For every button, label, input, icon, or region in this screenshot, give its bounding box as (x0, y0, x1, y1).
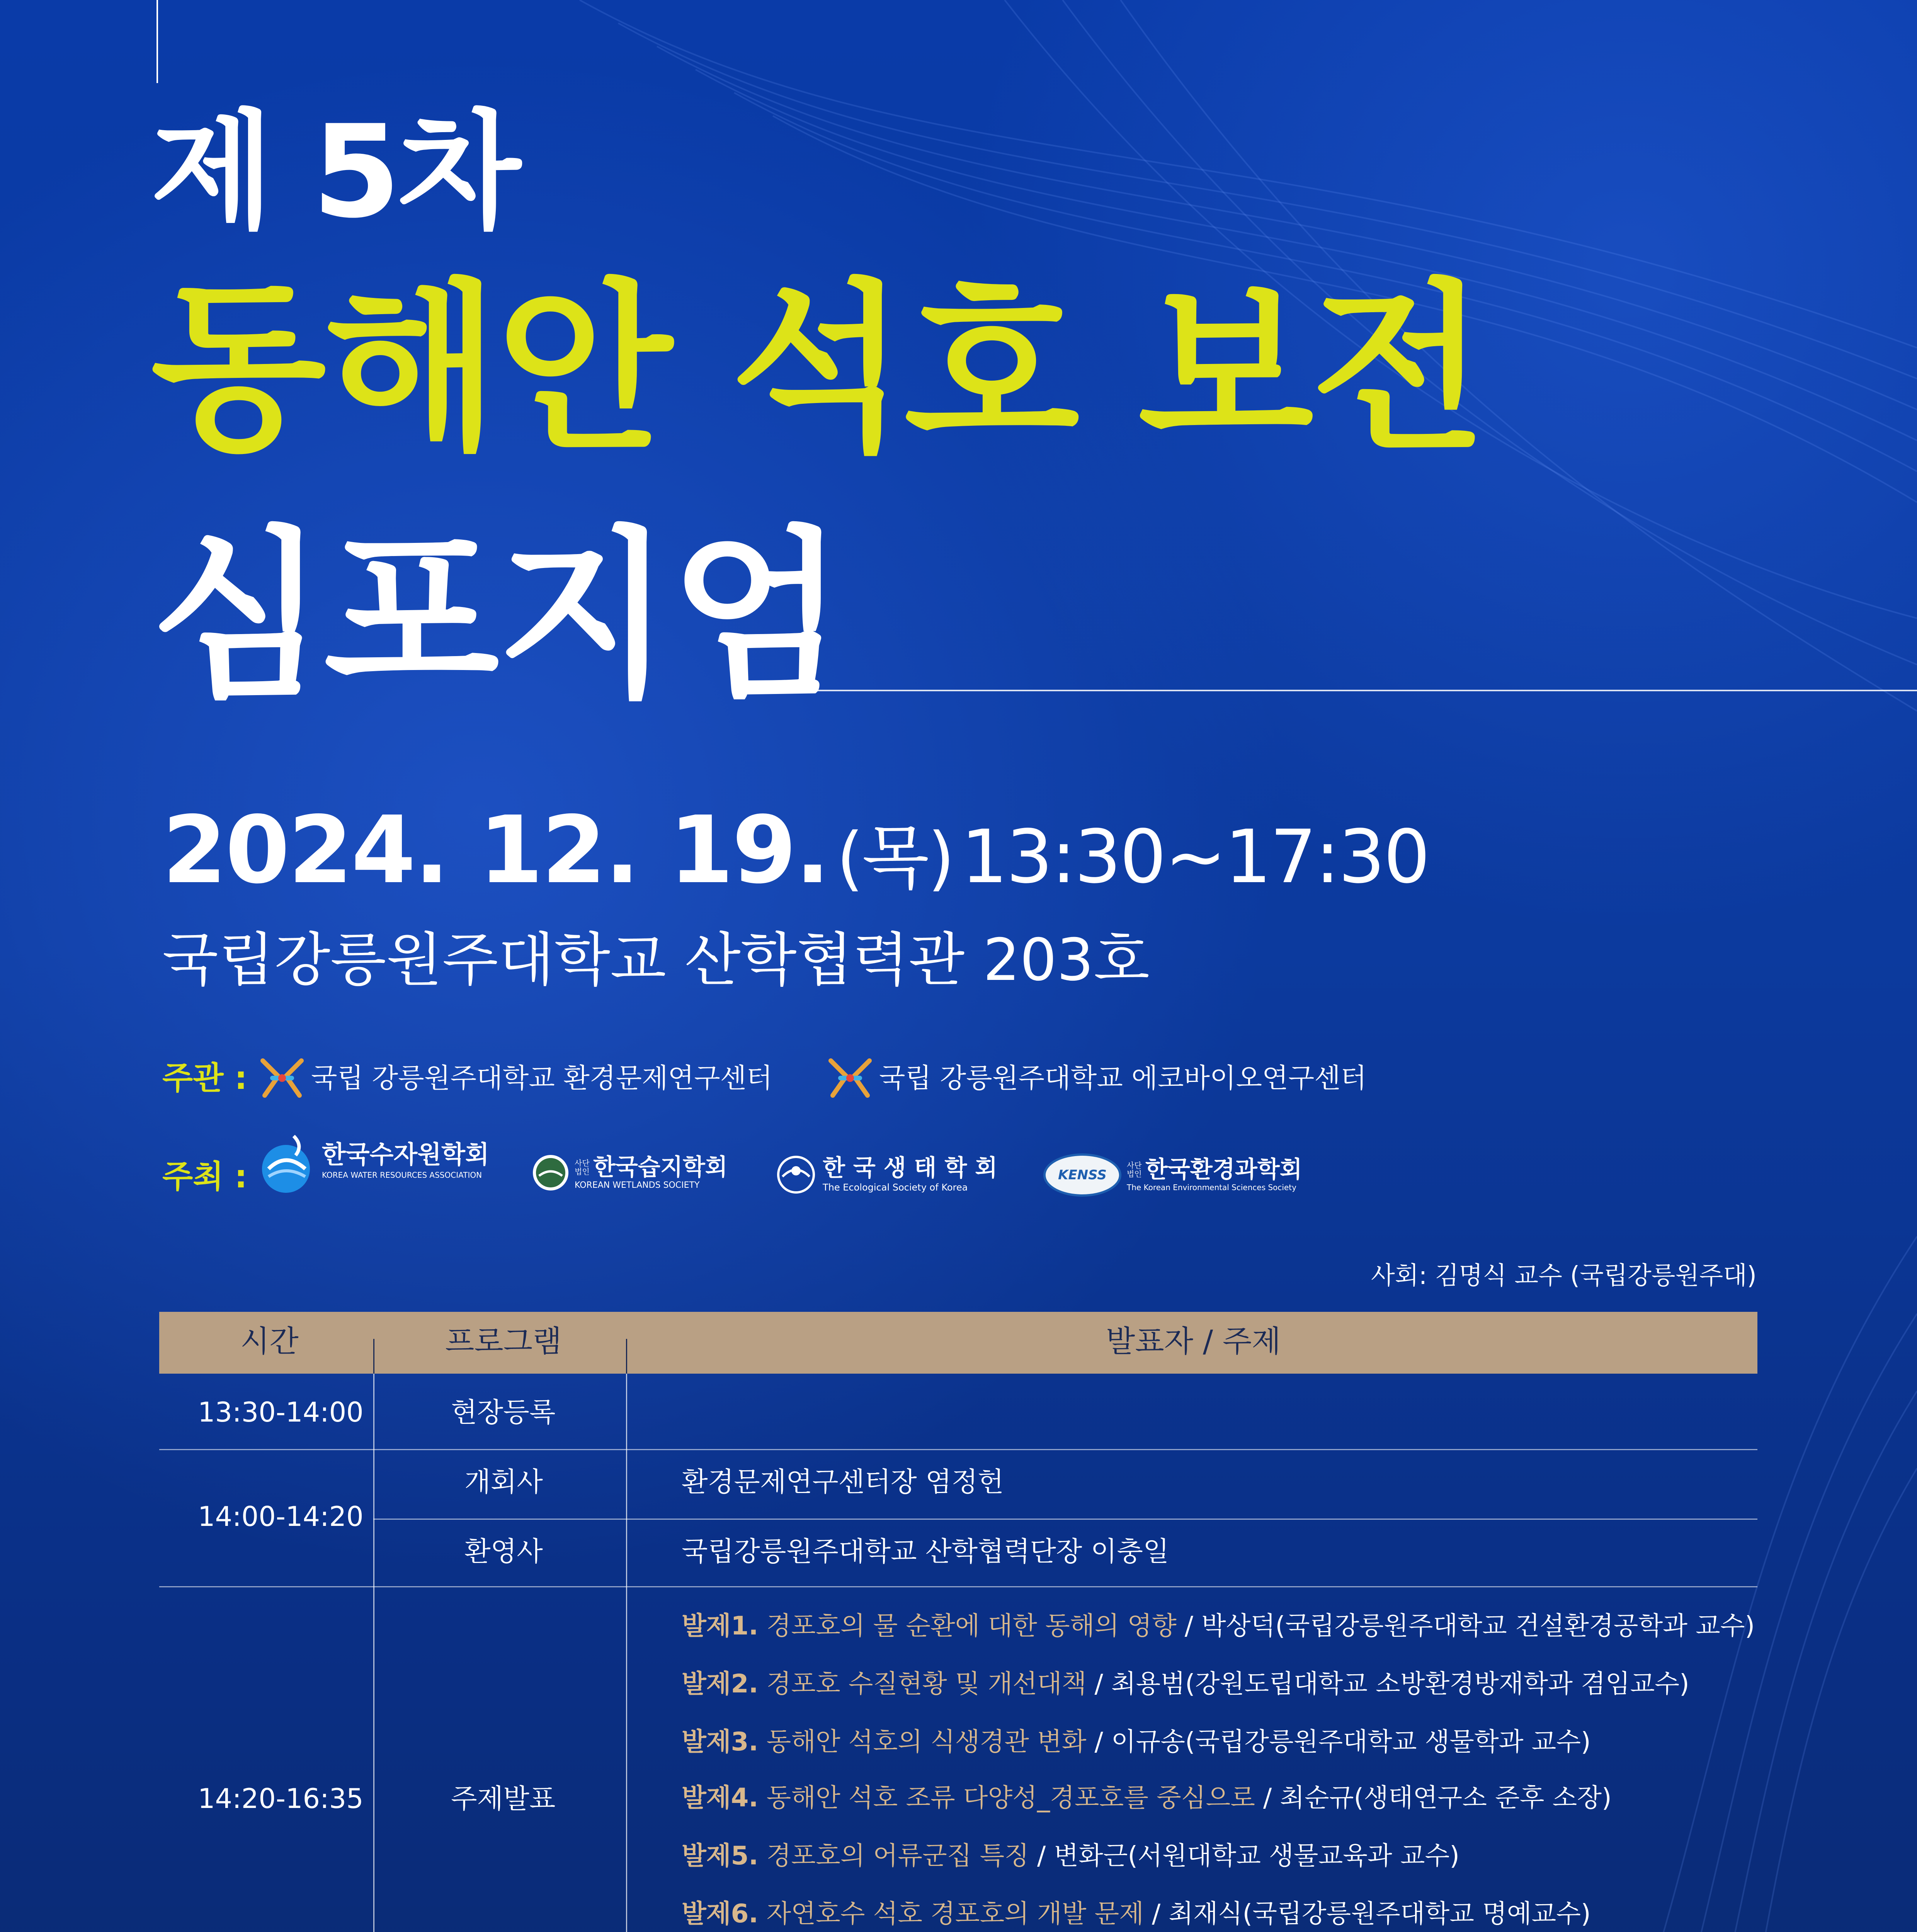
moderator: 사회: 김명식 교수 (국립강릉원주대) (1371, 1262, 1757, 1290)
organizers-label: 주관 : (162, 1060, 247, 1097)
host-kenss (1043, 1153, 1302, 1197)
presentation-topic: 경포호의 어류군집 특징 (766, 1841, 1029, 1871)
ecology-globe-icon (775, 1153, 817, 1196)
presentation-topic: 경포호의 물 순환에 대한 동해의 영향 (766, 1611, 1177, 1641)
presentation-4: 발제4. 동해안 석호 조류 다양성_경포호를 중심으로 / 최순규(생태연구소 준후 소장) (682, 1783, 1612, 1813)
university-logo-icon (257, 1055, 307, 1101)
presentation-topic: 자연호수 석호 경포호의 개발 문제 (766, 1899, 1144, 1929)
opening-program-1: 개회사 (464, 1466, 543, 1498)
opening-speaker-2: 국립강릉원주대학교 산학협력단장 이충일 (682, 1536, 1169, 1567)
presentation-1: 발제1. 경포호의 물 순환에 대한 동해의 영향 / 박상덕(국립강릉원주대학교 건설환경공학과 교수) (682, 1611, 1755, 1641)
wetlands-seal-icon (531, 1153, 570, 1192)
header-program: 프로그램 (445, 1324, 562, 1359)
event-time: 13:30~17:30 (961, 814, 1429, 900)
kenss-badge-text: KENSS (1058, 1167, 1107, 1183)
symposium-title: 심포지엄 (151, 510, 844, 722)
column-divider (626, 1374, 627, 1932)
kenss-badge-icon (1043, 1153, 1121, 1197)
frame-line-horizontal (792, 690, 1917, 691)
presentation-label: 발제1. (682, 1611, 759, 1641)
host-ecology (775, 1153, 997, 1196)
row-divider (159, 1449, 1757, 1450)
date-text: 2024. 12. 19. (162, 796, 829, 904)
presentation-2: 발제2. 경포호 수질현황 및 개선대책 / 최용범(강원도립대학교 소방환경방재학과 겸임교수) (682, 1669, 1689, 1699)
registration-program: 현장등록 (451, 1396, 556, 1428)
presentation-6: 발제6. 자연호수 석호 경포호의 개발 문제 / 최재식(국립강릉원주대학교 명예교수) (682, 1899, 1591, 1929)
table-header (159, 1312, 1757, 1374)
presentation-topic: 동해안 석호 조류 다양성_경포호를 중심으로 (766, 1783, 1255, 1813)
host-wetlands (531, 1153, 728, 1192)
host-kwra-name: 한국수자원학회 (322, 1141, 489, 1169)
host-kenss-english: The Korean Environmental Sciences Society (1127, 1183, 1296, 1192)
host-kenss-prefix: 사단법인 (1127, 1161, 1142, 1179)
opening-time: 14:00-14:20 (198, 1501, 364, 1532)
host-kenss-name: 한국환경과학회 (1145, 1156, 1302, 1183)
day-of-week: (목) (836, 818, 953, 899)
presentation-speaker: 박상덕(국립강릉원주대학교 건설환경공학과 교수) (1201, 1611, 1755, 1641)
presentation-speaker: 최순규(생태연구소 준후 소장) (1280, 1783, 1612, 1813)
presentation-5: 발제5. 경포호의 어류군집 특징 / 변화근(서원대학교 생물교육과 교수) (682, 1841, 1460, 1871)
presentation-3: 발제3. 동해안 석호의 식생경관 변화 / 이규송(국립강릉원주대학교 생물학과 교수) (682, 1727, 1591, 1757)
presentation-label: 발제4. (682, 1783, 759, 1813)
host-kwra (257, 1128, 489, 1194)
row-divider (159, 1586, 1757, 1587)
host-ecology-name: 한 국 생 태 학 회 (823, 1155, 998, 1182)
row-divider (373, 1519, 1757, 1520)
presentation-topic: 경포호 수질현황 및 개선대책 (766, 1669, 1087, 1699)
organizer-1 (257, 1055, 772, 1101)
presentation-speaker: 이규송(국립강릉원주대학교 생물학과 교수) (1111, 1727, 1591, 1757)
opening-program-2: 환영사 (464, 1536, 543, 1567)
header-time: 시간 (240, 1324, 299, 1359)
event-venue: 국립강릉원주대학교 산학협력관 203호 (162, 927, 1150, 994)
column-divider (373, 1339, 374, 1374)
edition-title: 제 5차 (151, 98, 518, 246)
header-speaker: 발표자 / 주제 (1106, 1324, 1281, 1359)
organizer-1-name: 국립 강릉원주대학교 환경문제연구센터 (311, 1062, 773, 1094)
university-logo-icon (825, 1055, 875, 1101)
host-ecology-english: The Ecological Society of Korea (823, 1182, 968, 1193)
frame-line-vertical (156, 0, 158, 83)
organizer-2-name: 국립 강릉원주대학교 에코바이오연구센터 (879, 1062, 1367, 1094)
host-wetlands-name: 한국습지학회 (593, 1153, 728, 1181)
organizer-2 (825, 1055, 1367, 1101)
presentation-label: 발제3. (682, 1727, 759, 1757)
host-wetlands-prefix: 사단법인 (575, 1158, 590, 1176)
presentation-speaker: 최재식(국립강릉원주대학교 명예교수) (1169, 1899, 1591, 1929)
event-date (162, 796, 1429, 904)
column-divider (373, 1374, 374, 1932)
water-drop-logo-icon (257, 1128, 315, 1194)
opening-speaker-1: 환경문제연구센터장 염정헌 (682, 1466, 1004, 1498)
presentation-topic: 동해안 석호의 식생경관 변화 (766, 1727, 1087, 1757)
host-wetlands-english: KOREAN WETLANDS SOCIETY (575, 1180, 700, 1190)
presentations-time: 14:20-16:35 (198, 1783, 364, 1815)
presentation-speaker: 변화근(서원대학교 생물교육과 교수) (1054, 1841, 1460, 1871)
main-title: 동해안 석호 보전 (151, 263, 1485, 474)
registration-time: 13:30-14:00 (198, 1396, 364, 1428)
presentation-label: 발제5. (682, 1841, 759, 1871)
presentation-label: 발제6. (682, 1899, 759, 1929)
hosts-label: 주최 : (162, 1158, 247, 1195)
presentation-speaker: 최용범(강원도립대학교 소방환경방재학과 겸임교수) (1111, 1669, 1689, 1699)
presentations-program: 주제발표 (451, 1783, 556, 1815)
presentation-label: 발제2. (682, 1669, 759, 1699)
host-kwra-english: KOREA WATER RESOURCES ASSOCIATION (322, 1170, 482, 1180)
column-divider (626, 1339, 627, 1374)
